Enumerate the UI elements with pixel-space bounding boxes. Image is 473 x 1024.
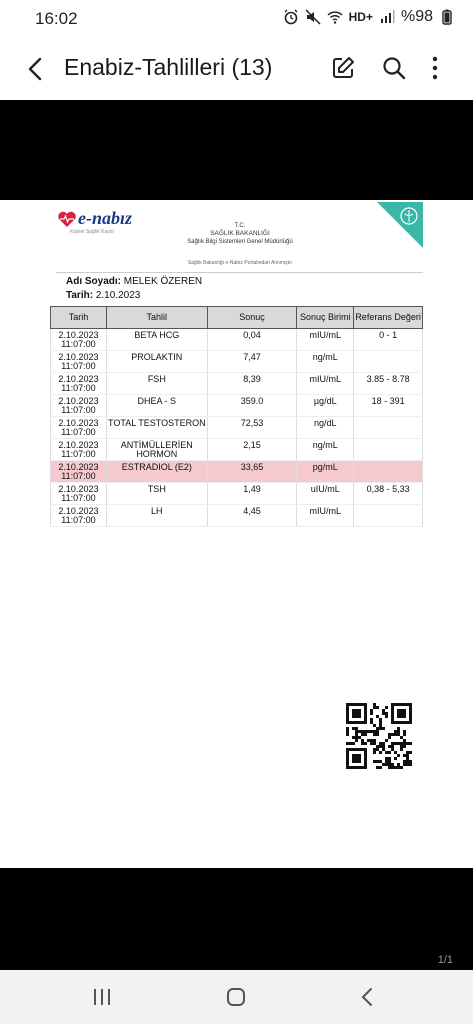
cell-test: TOTAL TESTOSTERON (106, 417, 207, 439)
document-viewer[interactable] (0, 100, 473, 969)
cell-reference: 18 - 391 (354, 395, 423, 417)
table-row (51, 373, 423, 395)
report-date (66, 290, 140, 301)
cell-unit: mIU/mL (297, 373, 354, 395)
cell-result: 1,49 (207, 483, 297, 505)
cell-time-value: 11:07:00 (61, 449, 96, 459)
table-row (51, 395, 423, 417)
cell-time-value: 11:07:00 (61, 427, 96, 437)
cell-reference (354, 439, 423, 461)
cell-result: 72,53 (207, 417, 297, 439)
back-arrow-icon[interactable] (22, 54, 52, 84)
cell-unit: uIU/mL (297, 483, 354, 505)
cell-time-value: 11:07:00 (61, 383, 96, 393)
cell-reference: 0,38 - 5,33 (354, 483, 423, 505)
enabiz-logo-icon (57, 210, 77, 228)
patient-label: Adı Soyadı: (66, 276, 122, 287)
cell-time-value: 11:07:00 (61, 515, 96, 525)
cell-test: ANTİMÜLLERİEN HORMON (106, 439, 207, 461)
col-date-header: Tarih (51, 307, 107, 329)
cell-date (51, 329, 107, 351)
cell-test: PROLAKTIN (106, 351, 207, 373)
col-reference-header: Referans Değeri (354, 307, 423, 329)
cell-date-value: 2.10.2023 (58, 396, 99, 406)
cell-reference: 3.85 - 8.78 (354, 373, 423, 395)
alarm-icon (283, 9, 299, 25)
status-time: 16:02 (35, 9, 78, 28)
cell-test: DHEA - S (106, 395, 207, 417)
header-line-1: T.C. (234, 223, 246, 229)
more-vertical-icon[interactable] (425, 54, 445, 82)
patient-info (66, 276, 202, 287)
table-row (51, 505, 423, 527)
cell-date (51, 351, 107, 373)
battery-icon (439, 9, 455, 25)
cell-unit: pg/mL (297, 461, 354, 483)
search-icon[interactable] (381, 55, 407, 81)
ministry-emblem-icon (377, 202, 423, 248)
table-row (51, 329, 423, 351)
cell-unit: mIU/mL (297, 505, 354, 527)
status-icons (283, 8, 455, 26)
header-line-3: Sağlık Bilgi Sistemleri Genel Müdürlüğü (187, 239, 293, 245)
cell-result: 7,47 (207, 351, 297, 373)
cell-time-value: 11:07:00 (61, 405, 96, 415)
col-test-header: Tahlil (106, 307, 207, 329)
status-bar (0, 0, 473, 38)
portal-note: Sağlık Bakanlığı e-Nabız Portalından Alınmıştır (187, 260, 293, 266)
cell-date-value: 2.10.2023 (58, 374, 99, 384)
cell-test: TSH (106, 483, 207, 505)
qr-code-icon (346, 703, 412, 769)
cell-time-value: 11:07:00 (61, 339, 96, 349)
patient-name: MELEK ÖZEREN (123, 276, 203, 287)
date-value: 2.10.2023 (95, 290, 141, 301)
results-table (50, 306, 423, 527)
cell-result: 8,39 (207, 373, 297, 395)
cell-result: 359.0 (207, 395, 297, 417)
cell-date (51, 417, 107, 439)
logo-subtitle: Kişisel Sağlık Kaydı (70, 229, 114, 235)
cell-date (51, 505, 107, 527)
logo-text: e-nabız (78, 208, 132, 228)
cell-time-value: 11:07:00 (61, 493, 96, 503)
header-line-2: SAĞLIK BAKANLIĞI (210, 230, 270, 237)
cell-date (51, 395, 107, 417)
wifi-icon (327, 9, 343, 25)
recent-apps-icon[interactable] (92, 988, 112, 1006)
document-header (150, 222, 330, 246)
cell-unit: ng/mL (297, 439, 354, 461)
cell-result: 33,65 (207, 461, 297, 483)
cell-date-value: 2.10.2023 (58, 418, 99, 428)
header-divider (56, 272, 423, 273)
network-type: HD+ (348, 10, 373, 24)
cell-unit: µg/dL (297, 395, 354, 417)
qr-code (346, 703, 412, 769)
cell-test: ESTRADIOL (E2) (106, 461, 207, 483)
page-counter: 1/1 (437, 954, 453, 966)
cell-unit: ng/mL (297, 351, 354, 373)
table-row (51, 417, 423, 439)
cell-unit: mIU/mL (297, 329, 354, 351)
cell-time-value: 11:07:00 (61, 471, 96, 481)
battery-level: %98 (400, 8, 433, 25)
back-icon[interactable] (360, 987, 374, 1007)
cell-reference (354, 505, 423, 527)
cell-reference (354, 461, 423, 483)
home-icon[interactable] (226, 987, 246, 1007)
app-bar (0, 38, 473, 100)
cell-unit: ng/dL (297, 417, 354, 439)
cell-test: BETA HCG (106, 329, 207, 351)
table-row (51, 461, 423, 483)
signal-icon (379, 9, 395, 25)
cell-date (51, 461, 107, 483)
cell-time-value: 11:07:00 (61, 361, 96, 371)
cell-date-value: 2.10.2023 (58, 352, 99, 362)
table-header-row (51, 307, 423, 329)
cell-date-value: 2.10.2023 (58, 330, 99, 340)
cell-test: FSH (106, 373, 207, 395)
col-unit-header: Sonuç Birimi (297, 307, 354, 329)
cell-result: 0,04 (207, 329, 297, 351)
navigation-bar (0, 970, 473, 1024)
cell-reference (354, 417, 423, 439)
edit-icon[interactable] (330, 55, 356, 81)
table-row (51, 351, 423, 373)
table-row (51, 483, 423, 505)
cell-test: LH (106, 505, 207, 527)
date-label: Tarih: (66, 290, 94, 301)
cell-reference: 0 - 1 (354, 329, 423, 351)
cell-date-value: 2.10.2023 (58, 462, 99, 472)
cell-result: 2,15 (207, 439, 297, 461)
table-row (51, 439, 423, 461)
cell-date-value: 2.10.2023 (58, 484, 99, 494)
col-result-header: Sonuç (207, 307, 297, 329)
cell-date-value: 2.10.2023 (58, 506, 99, 516)
cell-date (51, 439, 107, 461)
cell-date-value: 2.10.2023 (58, 440, 99, 450)
cell-reference (354, 351, 423, 373)
cell-result: 4,45 (207, 505, 297, 527)
cell-date (51, 373, 107, 395)
cell-date (51, 483, 107, 505)
page-title: Enabiz-Tahlilleri (13) (64, 54, 273, 80)
mute-icon (305, 9, 321, 25)
